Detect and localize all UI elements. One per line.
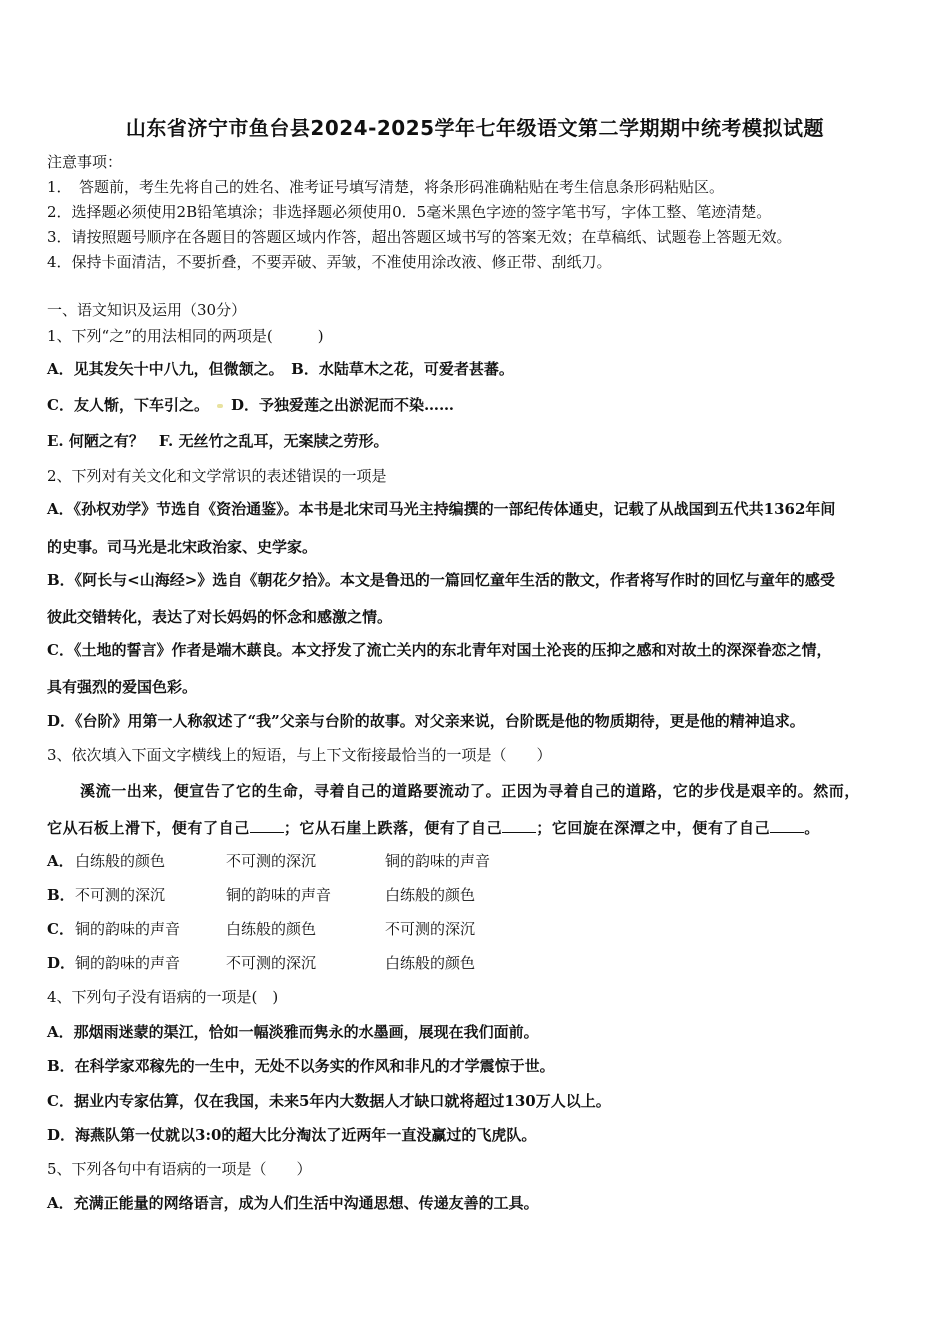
q1-option-c: C．友人惭，下车引之。 [47, 396, 209, 414]
q3-option-choice: 白练般的颜色 [226, 920, 317, 938]
ink-dot [217, 404, 223, 408]
q3-option-label: A． [47, 852, 74, 870]
q3-option-choice: 白练般的颜色 [385, 886, 476, 904]
q1-option-ef: E. 何陋之有？ F. 无丝竹之乱耳，无案牍之劳形。 [47, 432, 389, 450]
passage-text: ；它回旋在深潭之中，便有了自己 [536, 819, 771, 837]
q3-option-choice: 不可测的深沉 [385, 920, 476, 938]
q3-passage-line1: 溪流一出来，便宣告了它的生命，寻着自己的道路要流动了。正因为寻着自己的道路，它的步伐是艰辛的。然而， [80, 782, 861, 800]
question-stem: 3、依次填入下面文字横线上的短语，与上下文衔接最恰当的一项是（ ） [47, 746, 552, 764]
q1-option-cd [47, 395, 454, 415]
q3-option-choice: 铜的韵味的声音 [75, 954, 181, 972]
q3-option-choice: 铜的韵味的声音 [385, 852, 491, 870]
q2-option-c: C．《土地的誓言》作者是端木蕻良。本文抒发了流亡关内的东北青年对国土沦丧的压抑之感和对故土的深深眷恋之情， [47, 641, 832, 659]
notes-heading: 注意事项： [47, 153, 123, 171]
q2-option-b-cont: 彼此交错转化，表达了对长妈妈的怀念和感激之情。 [47, 608, 393, 626]
question-stem: 4、下列句子没有语病的一项是( ) [47, 988, 279, 1006]
q2-option-a: A．《孙权劝学》节选自《资治通鉴》。本书是北宋司马光主持编撰的一部纪传体通史，记载了从战国到五代共1362年间 [47, 500, 836, 518]
q5-option-a: A．充满正能量的网络语言，成为人们生活中沟通思想、传递友善的工具。 [47, 1194, 539, 1212]
q3-option-choice: 铜的韵味的声音 [226, 886, 332, 904]
q3-option-label: B． [47, 886, 75, 904]
q3-option-choice: 白练般的颜色 [385, 954, 476, 972]
question-stem: 1、下列“之”的用法相同的两项是( ) [47, 327, 324, 345]
q2-option-d: D．《台阶》用第一人称叙述了“我”父亲与台阶的故事。对父亲来说，台阶既是他的物质期待，更是他的精神追求。 [47, 712, 805, 730]
passage-text: 。 [804, 819, 820, 837]
section-heading: 一、语文知识及运用（30分） [47, 301, 247, 319]
q4-option-a: A．那烟雨迷蒙的渠江，恰如一幅淡雅而隽永的水墨画，展现在我们面前。 [47, 1023, 539, 1041]
q3-option-label: D． [47, 954, 76, 972]
q3-option-choice: 不可测的深沉 [226, 954, 317, 972]
blank-line [770, 820, 804, 833]
page-title: 山东省济宁市鱼台县2024-2025学年七年级语文第二学期期中统考模拟试题 [125, 116, 825, 140]
q3-option-choice: 白练般的颜色 [75, 852, 166, 870]
q3-option-choice: 铜的韵味的声音 [75, 920, 181, 938]
note-item: 4．保持卡面清洁，不要折叠，不要弄破、弄皱，不准使用涂改液、修正带、刮纸刀。 [47, 253, 612, 271]
q2-option-b: B．《阿长与<山海经>》选自《朝花夕拾》。本文是鲁迅的一篇回忆童年生活的散文，作者将写作时的回忆与童年的感受 [47, 571, 835, 589]
q1-option-d: D．予独爱莲之出淤泥而不染…… [230, 396, 454, 414]
question-stem: 2、下列对有关文化和文学常识的表述错误的一项是 [47, 467, 387, 485]
q3-option-choice: 不可测的深沉 [75, 886, 166, 904]
note-item: 1． 答题前，考生先将自己的姓名、准考证号填写清楚，将条形码准确粘贴在考生信息条形码粘贴区。 [47, 178, 725, 196]
passage-text: ；它从石崖上跌落，便有了自己 [283, 819, 503, 837]
q2-option-c-cont: 具有强烈的爱国色彩。 [47, 678, 198, 696]
question-stem: 5、下列各句中有语病的一项是（ ） [47, 1160, 312, 1178]
note-item: 2．选择题必须使用2B铅笔填涂；非选择题必须使用0．5毫米黑色字迹的签字笔书写，字体工整、笔迹清楚。 [47, 203, 772, 221]
q3-option-choice: 不可测的深沉 [226, 852, 317, 870]
q4-option-b: B．在科学家邓稼先的一生中，无处不以务实的作风和非凡的才学震惊于世。 [47, 1057, 555, 1075]
q4-option-d: D．海燕队第一仗就以3:0的超大比分淘汰了近两年一直没赢过的飞虎队。 [47, 1126, 537, 1144]
q4-option-c: C．据业内专家估算，仅在我国，未来5年内大数据人才缺口就将超过130万人以上。 [47, 1092, 611, 1110]
q2-option-a-cont: 的史事。司马光是北宋政治家、史学家。 [47, 538, 318, 556]
q3-passage-line2 [47, 818, 820, 838]
passage-text: 它从石板上滑下，便有了自己 [47, 819, 250, 837]
blank-line [250, 820, 284, 833]
q3-option-label: C． [47, 920, 74, 938]
blank-line [502, 820, 536, 833]
note-item: 3．请按照题号顺序在各题目的答题区域内作答，超出答题区域书写的答案无效；在草稿纸、试题卷上答题无效。 [47, 228, 792, 246]
q1-option-ab: A．见其发矢十中八九，但微颔之。 B．水陆草木之花，可爱者甚蕃。 [47, 360, 514, 378]
